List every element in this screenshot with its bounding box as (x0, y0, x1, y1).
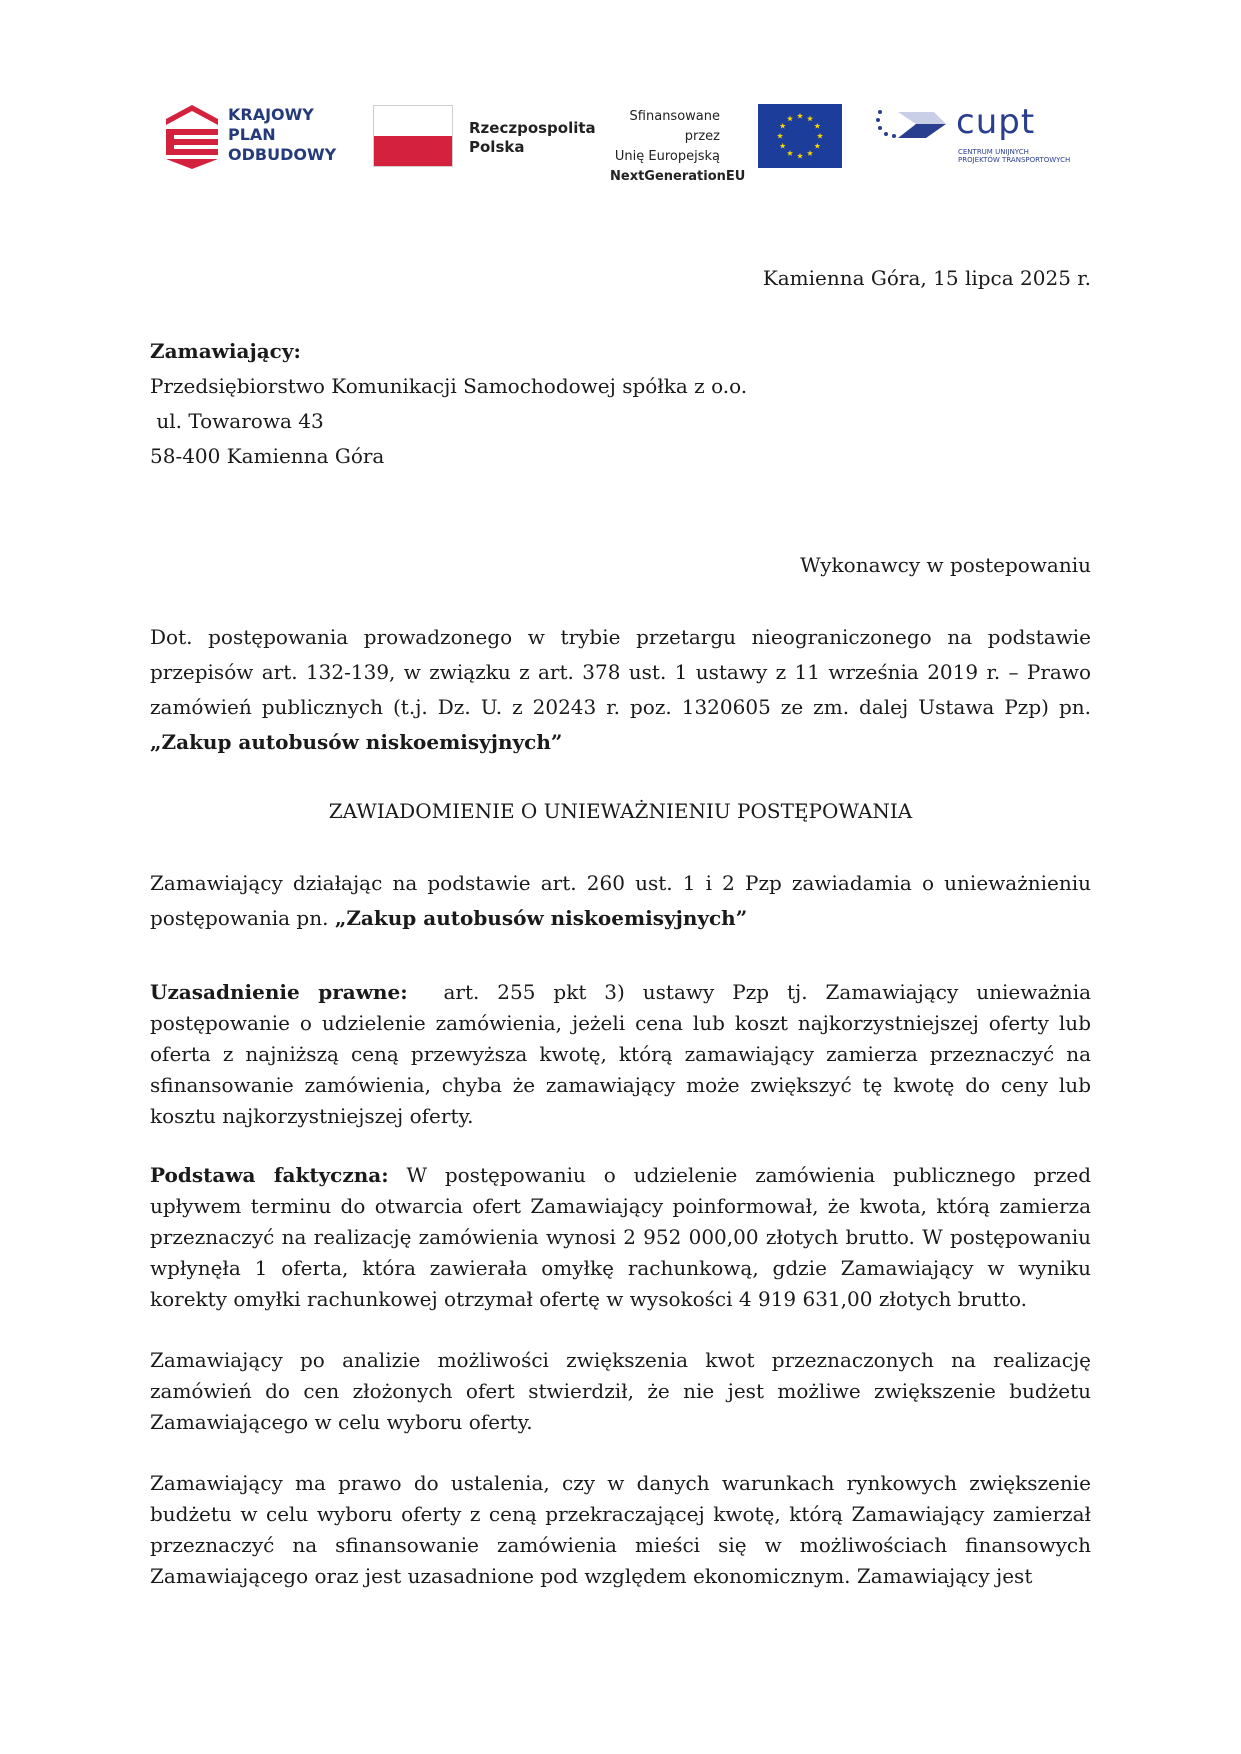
analysis-paragraph: Zamawiający po analizie możliwości zwiększenia kwot przeznaczonych na realizację zamówień do cen złożonych ofert stwierdził, że nie jest możliwe zwiększenie budżetu Zamawiającego w celu wyboru oferty. (150, 1348, 1091, 1434)
cupt-sub1: CENTRUM UNIJNYCH (958, 148, 1029, 156)
eu-star-icon (797, 153, 803, 159)
eu-star-icon (780, 123, 786, 129)
eu-star-icon (797, 113, 803, 119)
eu-star-icon (814, 143, 820, 149)
date-line: Kamienna Góra, 15 lipca 2025 r. (762, 266, 1091, 290)
kpo-logo (166, 105, 336, 169)
eu-star-icon (817, 133, 823, 139)
eu-star-icon (777, 133, 783, 139)
rights-paragraph: Zamawiający ma prawo do ustalenia, czy w danych warunkach rynkowych zwiększenie budżetu w celu wyboru oferty z ceną przekraczającej kwotę, którą Zamawiający zamierzał przeznaczyć na sfinansowanie zamówienia mieści się w możliwościach finansowych Zamawiającego oraz jest uzasadnione pod względem ekonomicznym. Zamawiający jest (150, 1471, 1091, 1588)
eu-star-icon (814, 123, 820, 129)
subject-paragraph (150, 620, 1091, 760)
intro-text: Zamawiający działając na podstawie art. 260 ust. 1 i 2 Pzp zawiadamia o unieważnieniu postępowania pn. (150, 871, 1091, 930)
eu-star-icon (807, 150, 813, 156)
logo-bar (0, 100, 1241, 184)
sender-line3: 58-400 Kamienna Góra (150, 444, 385, 468)
legal-basis-label: Uzasadnienie prawne: (150, 980, 408, 1004)
rp-line1: Rzeczpospolita (469, 119, 596, 137)
eu-logo-text (610, 107, 746, 187)
kpo-line2: PLAN (228, 125, 276, 144)
subject-text: Dot. postępowania prowadzonego w trybie przetargu nieograniczonego na podstawie przepisów art. 132-139, w związku z art. 378 ust. 1 ustawy z 11 września 2019 r. – Prawo zamówień publicznych (t.j. Dz. U. z 20243 r. poz. 1320605 ze zm. dalej Ustawa Pzp) pn. (150, 625, 1091, 719)
eu-line3: NextGenerationEU (610, 169, 746, 184)
rp-logo (373, 105, 596, 167)
kpo-logo-text (228, 105, 336, 165)
eu-star-icon (780, 143, 786, 149)
kpo-line1: KRAJOWY (228, 105, 314, 124)
eu-line2: Unię Europejską (614, 149, 720, 164)
cupt-sub2: PROJEKTÓW TRANSPORTOWYCH (958, 156, 1071, 164)
eu-star-icon (807, 115, 813, 121)
intro-title: „Zakup autobusów niskoemisyjnych” (334, 906, 748, 930)
cupt-subtitle (958, 148, 1070, 164)
eu-star-icon (787, 150, 793, 156)
legal-basis-paragraph (150, 977, 1098, 1132)
eu-line1: Sfinansowane przez (629, 109, 720, 144)
sender-line1: Przedsiębiorstwo Komunikacji Samochodowej spółka z o.o. (150, 374, 748, 398)
recipient-line: Wykonawcy w postepowaniu (800, 553, 1091, 577)
eu-flag-icon (758, 104, 842, 168)
rp-logo-text (469, 119, 596, 157)
sender-label: Zamawiający: (150, 339, 301, 363)
cupt-logo (876, 102, 1086, 172)
eu-logo (610, 104, 845, 184)
rp-line2: Polska (469, 138, 525, 156)
factual-basis-label: Podstawa faktyczna: (150, 1163, 389, 1187)
factual-basis-paragraph (150, 1160, 1091, 1315)
notice-heading: ZAWIADOMIENIE O UNIEWAŻNIENIU POSTĘPOWANIA (328, 799, 913, 823)
cupt-wordmark: cupt (956, 102, 1036, 142)
factual-basis-text: W postępowaniu o udzielenie zamówienia publicznego przed upływem terminu do otwarcia ofert Zamawiający poinformował, że kwota, którą zamierza przeznaczyć na realizację zamówienia wynosi 2 952 000,00 złotych brutto. W postępowaniu wpłynęła 1 oferta, która zawierała omyłkę rachunkową, gdzie Zamawiający w wyniku korekty omyłki rachunkowej otrzymał ofertę w wysokości 4 919 631,00 złotych brutto. (150, 1163, 1092, 1311)
cupt-emblem-icon (876, 106, 952, 150)
intro-paragraph (150, 866, 1091, 936)
eu-star-icon (787, 115, 793, 121)
polish-flag-icon (373, 105, 453, 167)
legal-basis-text: art. 255 pkt 3) ustawy Pzp tj. Zamawiający unieważnia postępowanie o udzielenie zamówienia, jeżeli cena lub koszt najkorzystniejszej oferty lub oferta z najniższą ceną przewyższa kwotę, którą zamawiający zamierza przeznaczyć na sfinansowanie zamówienia, chyba że zamawiający może zwiększyć tę kwotę do ceny lub kosztu najkorzystniejszej oferty. (150, 980, 1098, 1128)
sender-line2: ul. Towarowa 43 (150, 409, 324, 433)
kpo-line3: ODBUDOWY (228, 145, 337, 164)
kpo-emblem-icon (166, 105, 218, 169)
subject-title: „Zakup autobusów niskoemisyjnych” (150, 730, 563, 754)
sender-block (150, 334, 1091, 474)
